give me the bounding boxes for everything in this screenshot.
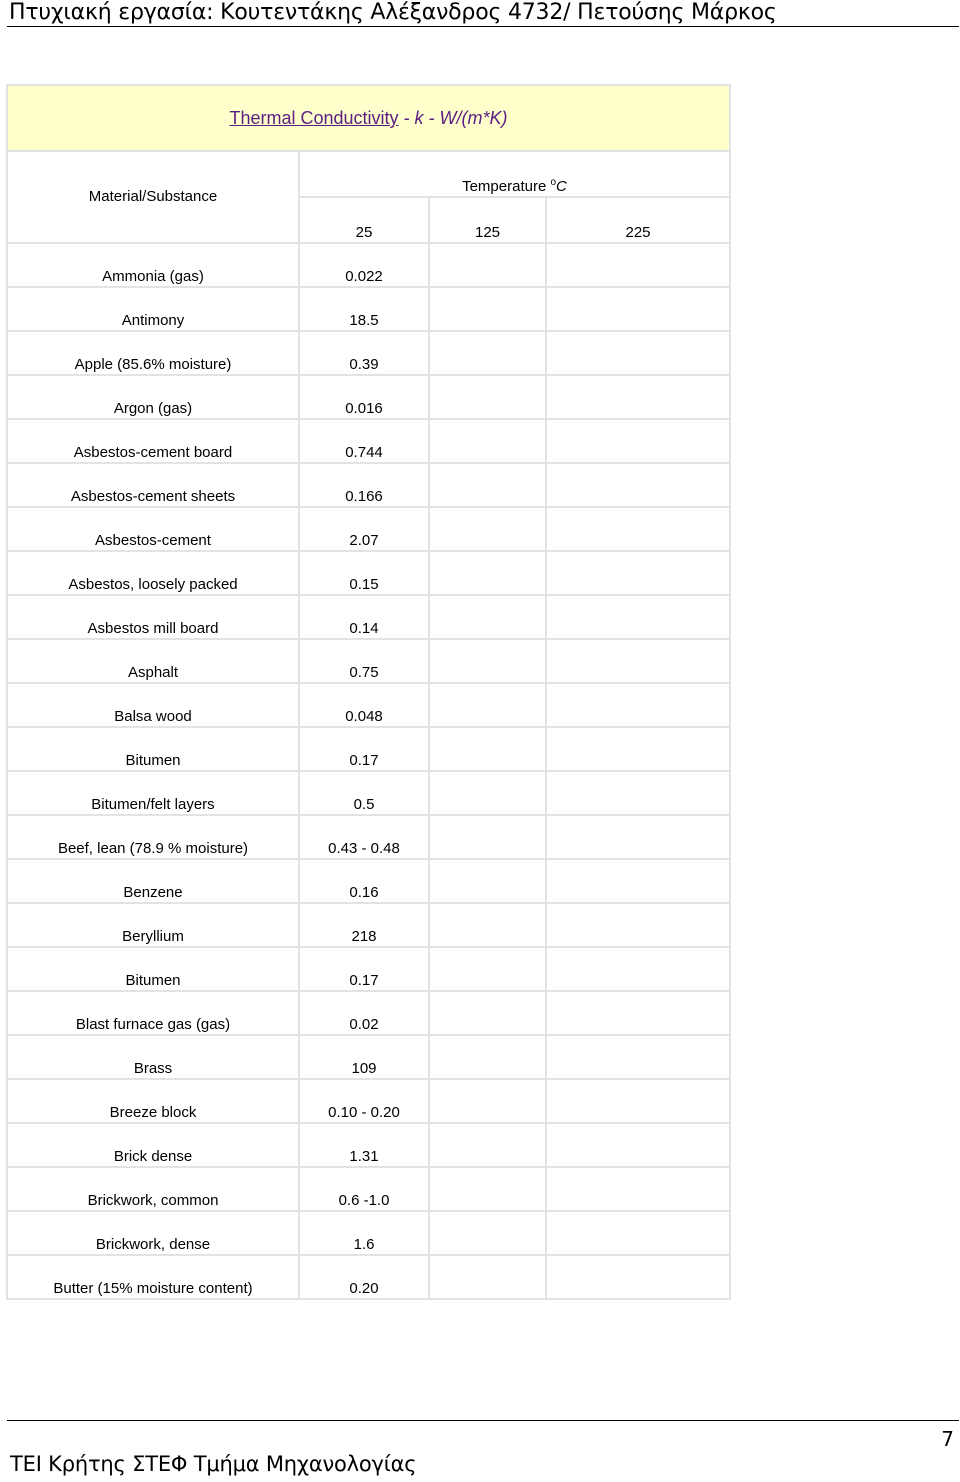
k-value-225-cell (546, 375, 730, 419)
material-cell: Asbestos-cement sheets (7, 463, 299, 507)
k-value-25-cell: 0.17 (299, 727, 429, 771)
k-value-125-cell (429, 419, 546, 463)
k-value-25-cell: 0.43 - 0.48 (299, 815, 429, 859)
k-value-125-cell (429, 771, 546, 815)
k-value-225-cell (546, 419, 730, 463)
k-value-125-cell (429, 991, 546, 1035)
temperature-225: 225 (546, 197, 730, 243)
k-value-125-cell (429, 1079, 546, 1123)
page-header-title: Πτυχιακή εργασία: Κουτεντάκης Αλέξανδρος 4732/ Πετούσης Μάρκος (9, 0, 777, 25)
k-value-225-cell (546, 727, 730, 771)
table-row (7, 1211, 730, 1255)
table-row (7, 507, 730, 551)
material-cell: Asphalt (7, 639, 299, 683)
table-row (7, 419, 730, 463)
table-row (7, 639, 730, 683)
material-cell: Argon (gas) (7, 375, 299, 419)
table-row (7, 463, 730, 507)
table-row (7, 1079, 730, 1123)
k-value-25-cell: 0.10 - 0.20 (299, 1079, 429, 1123)
k-value-225-cell (546, 683, 730, 727)
table-row (7, 727, 730, 771)
material-cell: Asbestos mill board (7, 595, 299, 639)
temperature-label: Temperature (462, 178, 547, 195)
table-row (7, 991, 730, 1035)
k-value-25-cell: 0.75 (299, 639, 429, 683)
k-value-25-cell: 109 (299, 1035, 429, 1079)
k-value-225-cell (546, 287, 730, 331)
table-row (7, 683, 730, 727)
k-value-25-cell: 0.17 (299, 947, 429, 991)
k-value-125-cell (429, 683, 546, 727)
k-value-225-cell (546, 639, 730, 683)
k-value-25-cell: 0.14 (299, 595, 429, 639)
k-value-25-cell: 218 (299, 903, 429, 947)
material-cell: Bitumen (7, 727, 299, 771)
k-value-225-cell (546, 1167, 730, 1211)
k-value-125-cell (429, 947, 546, 991)
page-header (7, 0, 959, 27)
k-value-225-cell (546, 1255, 730, 1299)
material-cell: Asbestos-cement (7, 507, 299, 551)
k-value-25-cell: 2.07 (299, 507, 429, 551)
k-value-225-cell (546, 815, 730, 859)
table-title (7, 85, 730, 151)
k-value-125-cell (429, 1123, 546, 1167)
material-column-header: Material/Substance (7, 151, 299, 243)
material-cell: Bitumen (7, 947, 299, 991)
k-value-25-cell: 0.20 (299, 1255, 429, 1299)
material-cell: Blast furnace gas (gas) (7, 991, 299, 1035)
k-value-125-cell (429, 243, 546, 287)
temperature-25: 25 (299, 197, 429, 243)
material-cell: Brick dense (7, 1123, 299, 1167)
k-value-125-cell (429, 1035, 546, 1079)
k-value-25-cell: 0.016 (299, 375, 429, 419)
table-row (7, 771, 730, 815)
k-value-125-cell (429, 815, 546, 859)
table-row (7, 595, 730, 639)
k-value-125-cell (429, 287, 546, 331)
k-value-225-cell (546, 1079, 730, 1123)
material-cell: Asbestos-cement board (7, 419, 299, 463)
table-row (7, 287, 730, 331)
table-header-row (7, 151, 730, 197)
table-row (7, 815, 730, 859)
page-number: 7 (941, 1427, 954, 1451)
k-value-225-cell (546, 947, 730, 991)
k-value-25-cell: 0.15 (299, 551, 429, 595)
material-cell: Balsa wood (7, 683, 299, 727)
k-value-125-cell (429, 859, 546, 903)
k-value-225-cell (546, 859, 730, 903)
table-row (7, 1035, 730, 1079)
k-value-225-cell (546, 991, 730, 1035)
material-cell: Antimony (7, 287, 299, 331)
table-row (7, 1255, 730, 1299)
material-cell: Beryllium (7, 903, 299, 947)
k-value-225-cell (546, 463, 730, 507)
table-row (7, 859, 730, 903)
thermal-conductivity-table (6, 84, 731, 1300)
k-value-225-cell (546, 1123, 730, 1167)
table-row (7, 1167, 730, 1211)
material-cell: Beef, lean (78.9 % moisture) (7, 815, 299, 859)
table-row (7, 947, 730, 991)
k-value-125-cell (429, 463, 546, 507)
k-value-25-cell: 1.6 (299, 1211, 429, 1255)
k-value-25-cell: 0.6 -1.0 (299, 1167, 429, 1211)
table-title-row (7, 85, 730, 151)
k-value-125-cell (429, 639, 546, 683)
k-value-225-cell (546, 1035, 730, 1079)
temperature-125: 125 (429, 197, 546, 243)
temperature-unit: C (556, 178, 567, 195)
material-cell: Bitumen/felt layers (7, 771, 299, 815)
material-cell: Benzene (7, 859, 299, 903)
k-value-125-cell (429, 331, 546, 375)
degree-symbol: o (550, 177, 557, 188)
table-row (7, 375, 730, 419)
k-value-225-cell (546, 243, 730, 287)
table-row (7, 551, 730, 595)
k-value-25-cell: 0.022 (299, 243, 429, 287)
material-cell: Apple (85.6% moisture) (7, 331, 299, 375)
k-value-25-cell: 0.39 (299, 331, 429, 375)
k-value-225-cell (546, 507, 730, 551)
table-row (7, 1123, 730, 1167)
k-value-25-cell: 0.048 (299, 683, 429, 727)
k-value-125-cell (429, 375, 546, 419)
table-row (7, 331, 730, 375)
k-value-225-cell (546, 551, 730, 595)
table-row (7, 243, 730, 287)
k-value-25-cell: 0.744 (299, 419, 429, 463)
k-value-25-cell: 0.02 (299, 991, 429, 1035)
k-value-125-cell (429, 551, 546, 595)
table-row (7, 903, 730, 947)
k-value-225-cell (546, 1211, 730, 1255)
material-cell: Butter (15% moisture content) (7, 1255, 299, 1299)
k-value-125-cell (429, 1255, 546, 1299)
k-value-225-cell (546, 903, 730, 947)
k-value-25-cell: 0.16 (299, 859, 429, 903)
k-value-125-cell (429, 727, 546, 771)
page-footer-text: ΤΕΙ Κρήτης ΣΤΕΦ Τμήμα Μηχανολογίας (10, 1452, 417, 1476)
k-value-125-cell (429, 595, 546, 639)
k-value-125-cell (429, 1167, 546, 1211)
material-cell: Brickwork, common (7, 1167, 299, 1211)
k-value-125-cell (429, 903, 546, 947)
material-cell: Brickwork, dense (7, 1211, 299, 1255)
k-value-25-cell: 1.31 (299, 1123, 429, 1167)
k-value-125-cell (429, 507, 546, 551)
k-value-25-cell: 0.5 (299, 771, 429, 815)
k-value-125-cell (429, 1211, 546, 1255)
thermal-conductivity-link[interactable]: Thermal Conductivity (229, 108, 399, 128)
temperature-column-header (299, 151, 730, 197)
footer-divider (7, 1420, 959, 1421)
k-value-25-cell: 0.166 (299, 463, 429, 507)
k-value-225-cell (546, 771, 730, 815)
table-title-units: - k - W/(m*K) (398, 108, 508, 128)
k-value-25-cell: 18.5 (299, 287, 429, 331)
material-cell: Asbestos, loosely packed (7, 551, 299, 595)
material-cell: Ammonia (gas) (7, 243, 299, 287)
material-cell: Breeze block (7, 1079, 299, 1123)
k-value-225-cell (546, 595, 730, 639)
material-cell: Brass (7, 1035, 299, 1079)
k-value-225-cell (546, 331, 730, 375)
